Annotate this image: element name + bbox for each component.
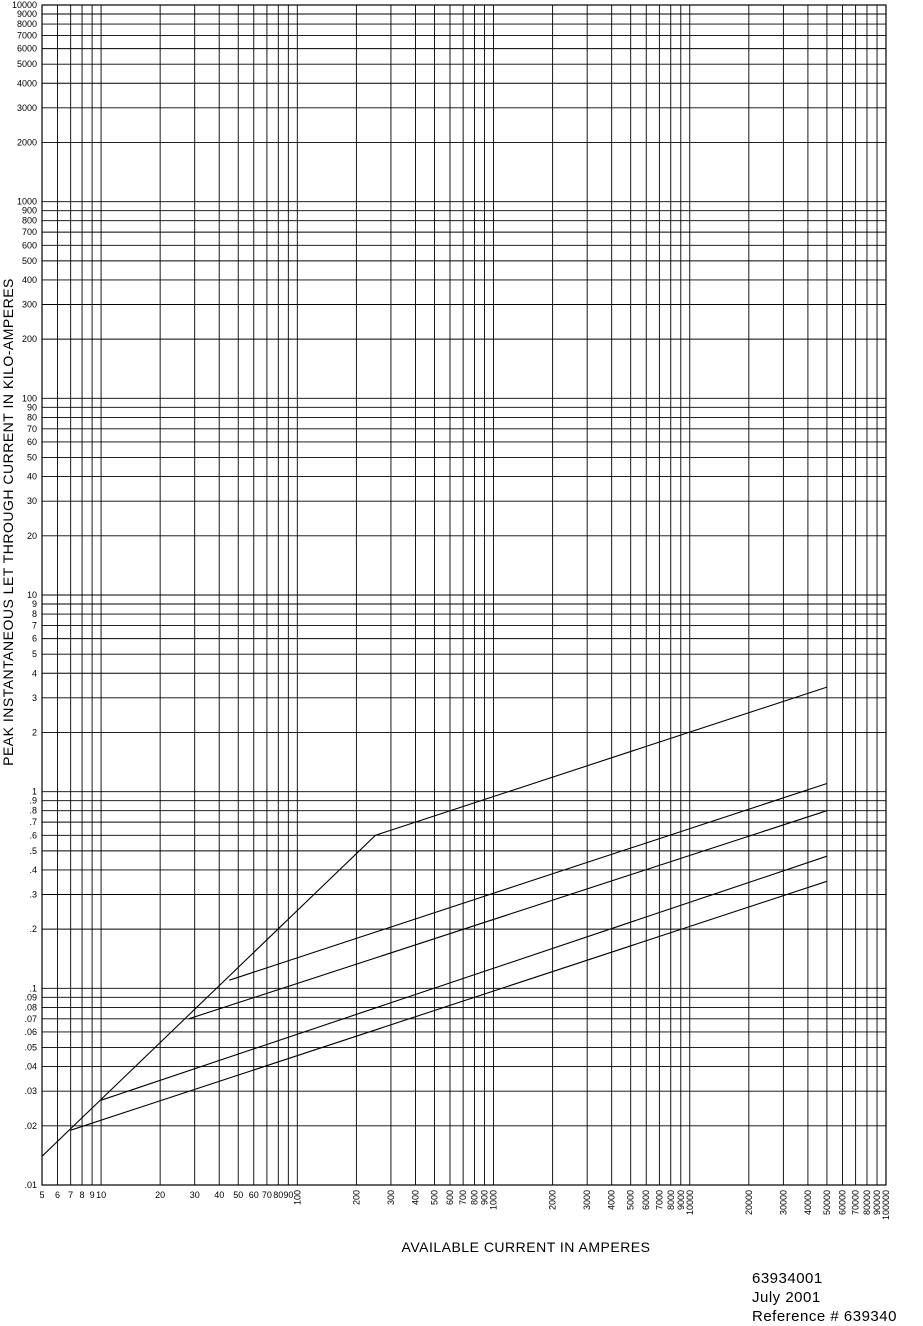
y-tick-label: .3 xyxy=(29,889,37,900)
x-tick-label: 10 xyxy=(96,1190,107,1200)
x-tick-label: 100000 xyxy=(881,1190,891,1221)
series-line-2 xyxy=(229,784,827,981)
y-tick-label: .01 xyxy=(24,1180,37,1190)
x-tick-label: 600 xyxy=(445,1190,456,1206)
x-tick-label: 40 xyxy=(214,1190,225,1200)
y-tick-label: 4000 xyxy=(16,78,37,89)
x-tick-label: 6 xyxy=(55,1190,61,1200)
y-tick-label: .03 xyxy=(24,1086,37,1097)
x-tick-label: 40000 xyxy=(802,1190,813,1216)
y-tick-label: .6 xyxy=(29,830,37,841)
y-tick-label: 800 xyxy=(21,215,37,226)
x-tick-label: 3000 xyxy=(582,1190,593,1211)
series-line-4 xyxy=(101,856,827,1100)
y-tick-label: .4 xyxy=(29,864,37,875)
y-tick-label: 5 xyxy=(31,649,37,660)
y-axis-title: PEAK INSTANTANEOUS LET THROUGH CURRENT IN KILO-AMPERES xyxy=(0,278,16,766)
y-tick-label: 1000 xyxy=(16,196,37,207)
y-tick-label: 90 xyxy=(26,402,37,413)
series-line-3 xyxy=(189,811,827,1019)
y-tick-label: 6000 xyxy=(16,43,37,54)
y-tick-label: 4 xyxy=(31,668,37,679)
y-tick-label: 40 xyxy=(26,471,37,482)
x-tick-label: 8000 xyxy=(665,1190,676,1211)
y-tick-label: 900 xyxy=(21,205,37,216)
x-tick-label: 9000 xyxy=(675,1190,686,1211)
y-tick-label: 7 xyxy=(31,620,37,631)
x-tick-label: 300 xyxy=(385,1190,396,1206)
y-tick-label: .05 xyxy=(24,1042,37,1053)
y-tick-label: 2000 xyxy=(16,137,37,148)
y-tick-label: 600 xyxy=(21,240,37,251)
x-tick-label: 30000 xyxy=(778,1190,789,1216)
y-tick-label: .09 xyxy=(24,992,37,1003)
x-tick-label: 30 xyxy=(189,1190,200,1200)
x-tick-label: 7000 xyxy=(654,1190,665,1211)
y-tick-label: 400 xyxy=(21,274,37,285)
reference-label: Reference # 639340 xyxy=(752,1308,897,1325)
y-tick-label: 9 xyxy=(31,598,37,609)
y-tick-label: .02 xyxy=(24,1120,37,1131)
x-tick-label: 50 xyxy=(233,1190,244,1200)
y-tick-label: .8 xyxy=(29,805,37,816)
x-tick-label: 10000 xyxy=(684,1190,695,1216)
x-tick-label: 60000 xyxy=(837,1190,848,1216)
y-tick-label: 100 xyxy=(21,393,37,404)
y-tick-label: .1 xyxy=(29,983,37,994)
x-tick-label: 9 xyxy=(89,1190,95,1200)
y-tick-label: .5 xyxy=(29,845,37,856)
y-tick-label: .08 xyxy=(24,1002,37,1013)
y-tick-label: 80 xyxy=(26,412,37,423)
x-tick-label: 80000 xyxy=(861,1190,872,1216)
y-tick-label: 20 xyxy=(26,530,37,541)
y-tick-label: 70 xyxy=(26,423,37,434)
y-tick-label: 7000 xyxy=(16,30,37,41)
x-tick-label: 5 xyxy=(39,1190,45,1200)
x-tick-label: 20000 xyxy=(743,1190,754,1216)
y-tick-label: 3 xyxy=(31,692,37,703)
y-tick-label: 9000 xyxy=(16,8,37,19)
y-tick-label: 2 xyxy=(31,727,37,738)
y-tick-label: 8 xyxy=(31,609,37,620)
x-tick-labels xyxy=(39,1190,891,1220)
y-tick-label: .2 xyxy=(29,924,37,935)
y-tick-label: 50 xyxy=(26,452,37,463)
x-tick-label: 100 xyxy=(292,1190,303,1206)
y-tick-label: 10 xyxy=(26,590,37,600)
y-tick-label: 300 xyxy=(21,299,37,310)
x-axis-title: AVAILABLE CURRENT IN AMPERES xyxy=(401,1239,651,1255)
y-tick-label: 30 xyxy=(26,496,37,507)
x-tick-label: 2000 xyxy=(547,1190,558,1211)
x-tick-label: 1000 xyxy=(488,1190,499,1211)
x-tick-label: 80 xyxy=(273,1190,284,1200)
x-tick-label: 500 xyxy=(429,1190,440,1206)
x-tick-label: 8 xyxy=(79,1190,85,1200)
y-tick-label: 6 xyxy=(31,633,37,644)
x-tick-label: 7 xyxy=(68,1190,74,1200)
x-tick-label: 90 xyxy=(283,1190,294,1200)
x-tick-label: 900 xyxy=(479,1190,490,1206)
grid xyxy=(42,5,886,1185)
x-tick-label: 5000 xyxy=(625,1190,636,1211)
y-tick-label: .9 xyxy=(29,795,37,806)
series-line-5 xyxy=(71,881,827,1130)
x-tick-label: 4000 xyxy=(606,1190,617,1211)
y-tick-label: 3000 xyxy=(16,102,37,113)
x-tick-label: 800 xyxy=(469,1190,480,1206)
x-tick-label: 50000 xyxy=(821,1190,832,1216)
y-tick-label: .06 xyxy=(24,1026,37,1037)
y-tick-label: 500 xyxy=(21,255,37,266)
y-tick-label: 10000 xyxy=(11,0,37,10)
y-tick-label: 700 xyxy=(21,227,37,238)
x-tick-label: 90000 xyxy=(872,1190,883,1216)
y-tick-label: .04 xyxy=(24,1061,37,1072)
x-tick-label: 70 xyxy=(261,1190,272,1200)
reference-date: July 2001 xyxy=(752,1289,821,1306)
x-tick-label: 70000 xyxy=(850,1190,861,1216)
y-tick-label: 1 xyxy=(31,786,37,797)
x-tick-label: 6000 xyxy=(641,1190,652,1211)
y-tick-label: 60 xyxy=(26,436,37,447)
x-tick-label: 20 xyxy=(155,1190,166,1200)
y-tick-label: 200 xyxy=(21,334,37,345)
x-tick-label: 400 xyxy=(410,1190,421,1206)
y-tick-label: .7 xyxy=(29,817,37,828)
y-tick-label: .07 xyxy=(24,1013,37,1024)
reference-block xyxy=(752,1269,897,1326)
x-tick-label: 700 xyxy=(458,1190,469,1206)
x-tick-label: 200 xyxy=(351,1190,362,1206)
reference-number: 63934001 xyxy=(752,1270,823,1287)
y-tick-label: 8000 xyxy=(16,19,37,30)
x-tick-label: 60 xyxy=(248,1190,259,1200)
y-tick-label: 5000 xyxy=(16,59,37,70)
